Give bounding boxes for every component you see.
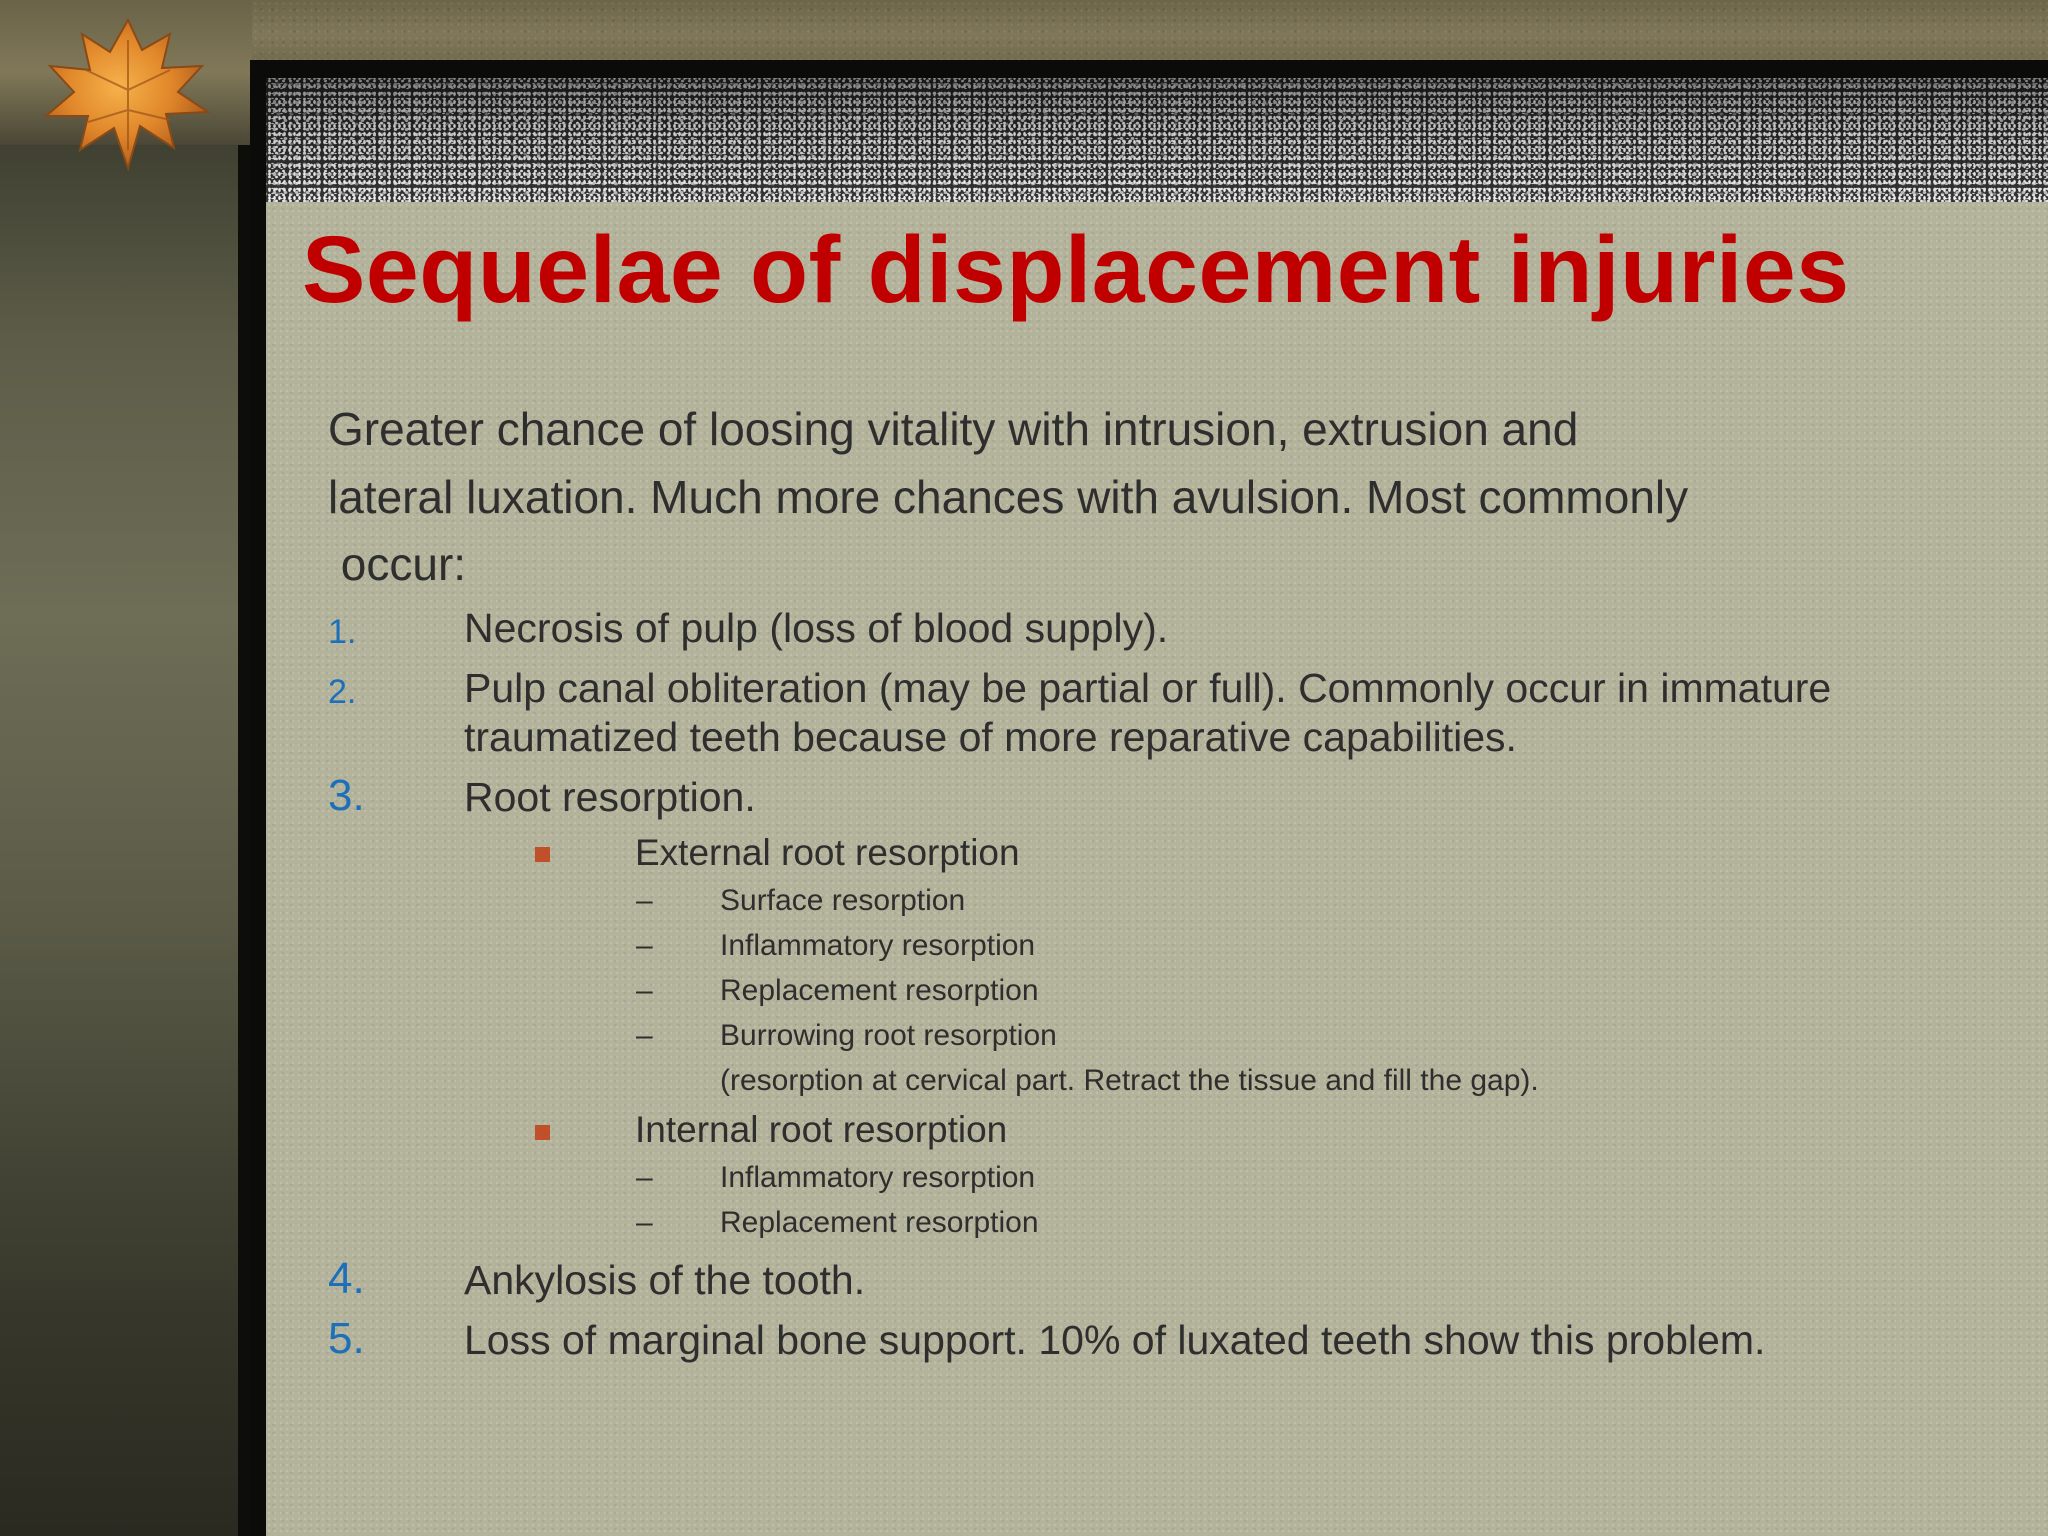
- external-subitem-4: Burrowing root resorption: [720, 1019, 1057, 1052]
- internal-subitem-1: Inflammatory resorption: [720, 1161, 1036, 1194]
- item-number-1: 1.: [328, 613, 357, 651]
- dash-bullet: –: [636, 974, 653, 1007]
- item-number-3: 3.: [328, 771, 365, 820]
- intro-line-3: occur:: [328, 538, 467, 590]
- dash-bullet: –: [636, 1019, 653, 1052]
- internal-resorption-label: Internal root resorption: [635, 1109, 1008, 1150]
- maple-leaf-icon: [10, 0, 230, 180]
- external-subitem-2: Inflammatory resorption: [720, 929, 1036, 962]
- intro-line-1: Greater chance of loosing vitality with intrusion, extrusion and: [328, 403, 1579, 455]
- item-2-text-line-2: traumatized teeth because of more reparative capabilities.: [464, 714, 1517, 760]
- item-4-text: Ankylosis of the tooth.: [464, 1257, 866, 1303]
- item-1-text: Necrosis of pulp (loss of blood supply).: [464, 605, 1169, 651]
- left-decorative-bar: [0, 0, 252, 1536]
- top-strip: [0, 0, 2048, 62]
- item-number-4: 4.: [328, 1254, 365, 1303]
- dash-bullet: –: [636, 884, 653, 917]
- burrowing-resorption-note: (resorption at cervical part. Retract the tissue and fill the gap).: [720, 1064, 1539, 1097]
- item-5-text: Loss of marginal bone support. 10% of luxated teeth show this problem.: [464, 1317, 1766, 1363]
- slide-title: Sequelae of displacement injuries: [302, 217, 1850, 323]
- square-bullet-icon: [535, 847, 550, 862]
- square-bullet-icon: [535, 1125, 550, 1140]
- item-2-text-line-1: Pulp canal obliteration (may be partial or full). Commonly occur in immature: [464, 665, 1832, 711]
- dash-bullet: –: [636, 1161, 653, 1194]
- external-resorption-label: External root resorption: [635, 832, 1020, 873]
- external-subitem-1: Surface resorption: [720, 884, 966, 917]
- dash-bullet: –: [636, 929, 653, 962]
- speckled-header-band: [266, 78, 2048, 202]
- item-3-text: Root resorption.: [464, 774, 756, 820]
- item-number-5: 5.: [328, 1314, 365, 1363]
- intro-line-2: lateral luxation. Much more chances with avulsion. Most commonly: [328, 471, 1689, 523]
- internal-subitem-2: Replacement resorption: [720, 1206, 1039, 1239]
- external-subitem-3: Replacement resorption: [720, 974, 1039, 1007]
- item-number-2: 2.: [328, 673, 357, 711]
- dash-bullet: –: [636, 1206, 653, 1239]
